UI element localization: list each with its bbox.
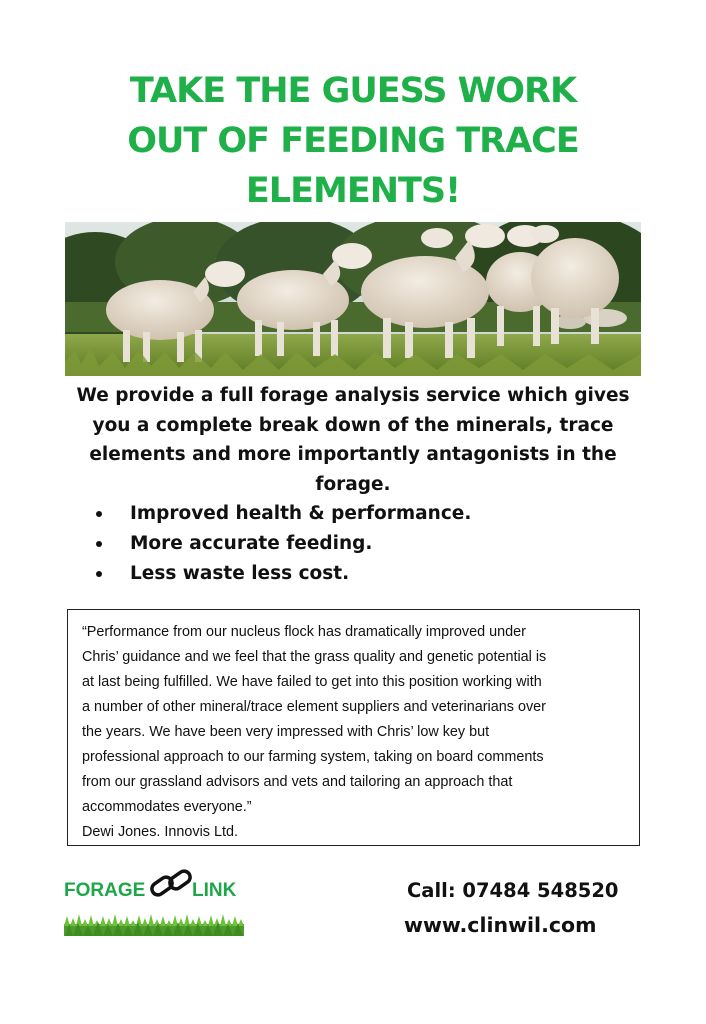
chain-link-icon xyxy=(148,866,196,902)
intro-line-4: forage. xyxy=(315,473,391,495)
testimonial-line: at last being fulfilled. We have failed to get into this position working with xyxy=(82,674,542,690)
headline-line-2: OUT OF FEEDING TRACE xyxy=(127,121,579,161)
bullet-icon xyxy=(96,541,102,547)
testimonial-line: a number of other mineral/trace element suppliers and veterinarians over xyxy=(82,699,546,715)
list-item xyxy=(92,499,612,529)
sheep-photo xyxy=(65,222,641,376)
headline-line-1: TAKE THE GUESS WORK xyxy=(129,71,577,111)
logo-word-link: LINK xyxy=(192,880,237,901)
list-item xyxy=(92,529,612,559)
website-url: www.clinwil.com xyxy=(404,913,597,937)
headline xyxy=(0,66,706,216)
benefit-text: Less waste less cost. xyxy=(130,563,350,584)
testimonial-box xyxy=(67,609,640,846)
contact-block xyxy=(398,876,628,940)
intro-paragraph xyxy=(70,381,636,499)
list-item xyxy=(92,559,612,589)
logo-word-forage: FORAGE xyxy=(64,880,146,901)
testimonial-line: Chris’ guidance and we feel that the grass quality and genetic potential is xyxy=(82,649,547,665)
testimonial-line: professional approach to our farming system, taking on board comments xyxy=(82,749,544,765)
intro-line-2: you a complete break down of the minerals, trace xyxy=(92,414,614,436)
headline-line-3: ELEMENTS! xyxy=(245,171,461,211)
forage-link-logo xyxy=(64,866,246,938)
intro-line-1: We provide a full forage analysis service which gives xyxy=(76,385,630,406)
phone-number: Call: 07484 548520 xyxy=(407,879,619,902)
testimonial-line: the years. We have been very impressed with Chris’ low key but xyxy=(82,724,490,740)
benefit-text: Improved health & performance. xyxy=(130,503,472,524)
bullet-icon xyxy=(96,571,102,577)
grass-strip-icon xyxy=(64,914,244,936)
testimonial-line: “Performance from our nucleus flock has dramatically improved under xyxy=(82,624,526,640)
benefits-list xyxy=(92,499,612,589)
testimonial-line: from our grassland advisors and vets and tailoring an approach that xyxy=(82,774,513,790)
benefit-text: More accurate feeding. xyxy=(130,533,373,554)
bullet-icon xyxy=(96,511,102,517)
testimonial-line: accommodates everyone.” xyxy=(82,799,252,815)
intro-line-3: elements and more importantly antagonists in the xyxy=(89,444,617,465)
testimonial-attribution: Dewi Jones. Innovis Ltd. xyxy=(82,824,238,840)
